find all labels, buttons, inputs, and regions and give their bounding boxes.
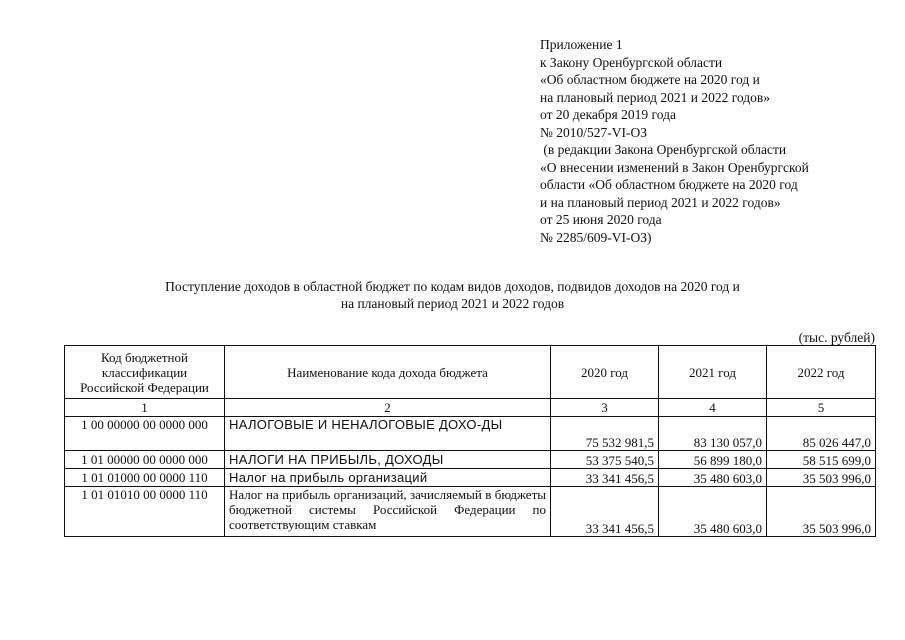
row-name: Налог на прибыль организаций, зачисляемый в бюджеты бюджетной системы Российской Федерации по соответствующим ставкам	[225, 487, 551, 537]
column-number: 4	[659, 399, 767, 417]
row-code: 1 01 00000 00 0000 000	[65, 451, 225, 469]
appendix-line: (в редакции Закона Оренбургской области	[540, 142, 787, 157]
row-value-2022: 35 503 996,0	[767, 487, 876, 537]
appendix-line: от 25 июня 2020 года	[540, 212, 662, 227]
row-code: 1 01 01010 00 0000 110	[65, 487, 225, 537]
column-number: 2	[225, 399, 551, 417]
appendix-line: области «Об областном бюджете на 2020 год	[540, 177, 798, 192]
row-value-2020: 53 375 540,5	[551, 451, 659, 469]
column-number: 1	[65, 399, 225, 417]
title-line-2: на плановый период 2021 и 2022 годов	[340, 296, 565, 311]
column-number: 5	[767, 399, 876, 417]
row-value-2021: 35 480 603,0	[659, 487, 767, 537]
row-value-2020: 75 532 981,5	[551, 417, 659, 451]
appendix-line: «О внесении изменений в Закон Оренбургской	[540, 159, 809, 175]
row-value-2020: 33 341 456,5	[551, 469, 659, 487]
row-code: 1 00 00000 00 0000 000	[65, 417, 225, 451]
row-value-2021: 35 480 603,0	[659, 469, 767, 487]
header-2021: 2021 год	[659, 346, 767, 399]
header-2020: 2020 год	[551, 346, 659, 399]
row-value-2022: 85 026 447,0	[767, 417, 876, 451]
row-code: 1 01 01000 00 0000 110	[65, 469, 225, 487]
column-number-row	[65, 399, 876, 417]
appendix-line: Приложение 1	[540, 37, 623, 52]
row-name: Налог на прибыль организаций	[225, 469, 551, 487]
document-title	[60, 278, 845, 312]
table-row	[65, 417, 876, 451]
table-row	[65, 451, 876, 469]
row-name: НАЛОГИ НА ПРИБЫЛЬ, ДОХОДЫ	[225, 451, 551, 469]
header-2022: 2022 год	[767, 346, 876, 399]
appendix-line: № 2010/527-VI-ОЗ	[540, 124, 648, 140]
appendix-line: № 2285/609-VI-ОЗ)	[540, 229, 652, 245]
column-number: 3	[551, 399, 659, 417]
row-name: НАЛОГОВЫЕ И НЕНАЛОГОВЫЕ ДОХО-ДЫ	[225, 417, 551, 451]
revenue-table	[64, 345, 876, 537]
row-value-2022: 58 515 699,0	[767, 451, 876, 469]
appendix-line: и на плановый период 2021 и 2022 годов»	[540, 194, 781, 210]
units-label: (тыс. рублей)	[798, 330, 875, 345]
table-row	[65, 469, 876, 487]
title-line-1: Поступление доходов в областной бюджет по кодам видов доходов, подвидов доходов на 2020 год и	[165, 279, 740, 294]
header-name: Наименование кода дохода бюджета	[225, 346, 551, 399]
appendix-line: на плановый период 2021 и 2022 годов»	[540, 89, 771, 105]
row-value-2021: 56 899 180,0	[659, 451, 767, 469]
table-header-row	[65, 346, 876, 399]
row-value-2020: 33 341 456,5	[551, 487, 659, 537]
header-code: Код бюджетной классификации Российской Федерации	[65, 346, 225, 399]
table-row	[65, 487, 876, 537]
row-value-2022: 35 503 996,0	[767, 469, 876, 487]
appendix-line: к Закону Оренбургской области	[540, 54, 723, 70]
appendix-header	[540, 36, 880, 246]
appendix-line: «Об областном бюджете на 2020 год и	[540, 72, 760, 87]
row-value-2021: 83 130 057,0	[659, 417, 767, 451]
appendix-line: от 20 декабря 2019 года	[540, 107, 676, 122]
